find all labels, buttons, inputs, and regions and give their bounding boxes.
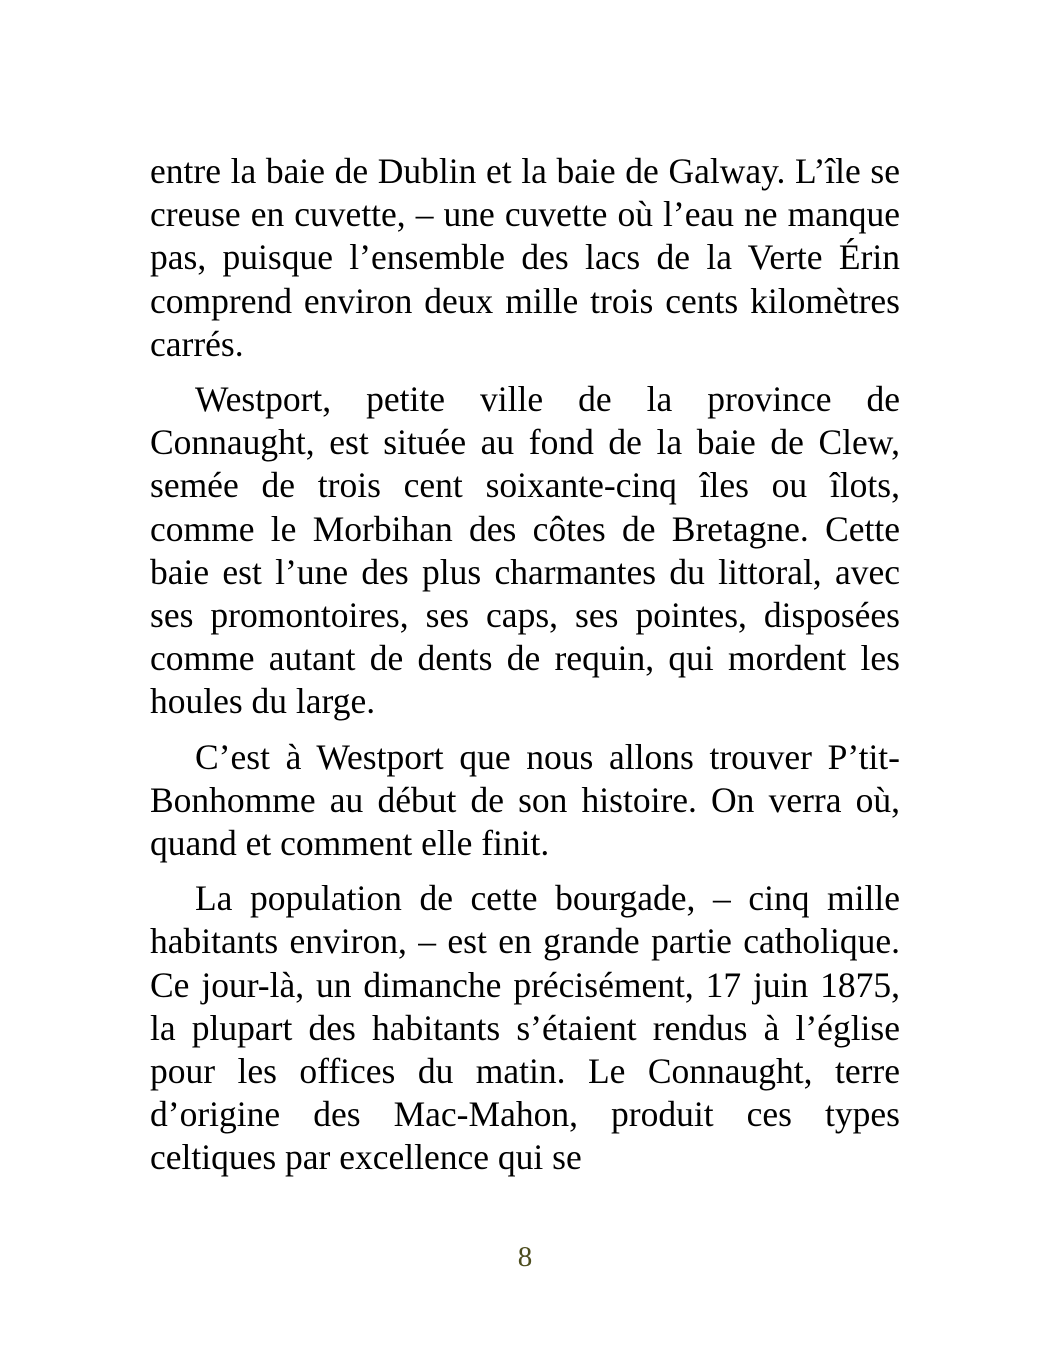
- paragraph-population: La population de cette bourgade, – cinq mille habitants environ, – est en grande partie catholique. Ce jour-là, un dimanche précisément, 17 juin 1875, la plupart des habitants s’étaient rendus à l’église pour les offices du matin. Le Connaught, terre d’origine des Mac-Mahon, produit ces types celtiques par excellence qui se: [150, 878, 900, 1178]
- body-text: [150, 150, 900, 1192]
- paragraph-continued: entre la baie de Dublin et la baie de Galway. L’île se creuse en cuvette, – une cuvette où l’eau ne manque pas, puisque l’ensemble des lacs de la Verte Érin comprend environ deux mille trois cents kilomètres carrés.: [150, 151, 900, 364]
- paragraph-ptit-bonhomme: C’est à Westport que nous allons trouver P’tit-Bonhomme au début de son histoire. On verra où, quand et comment elle finit.: [150, 736, 900, 864]
- page-number: 8: [517, 1241, 533, 1273]
- paragraph-westport: Westport, petite ville de la province de Connaught, est située au fond de la baie de Clew, semée de trois cent soixante-cinq îles ou îlots, comme le Morbihan des côtes de Bretagne. Cette baie est l’une des plus charmantes du littoral, avec ses promontoires, ses caps, ses pointes, disposées comme autant de dents de requin, qui mordent les houles du large.: [150, 379, 900, 722]
